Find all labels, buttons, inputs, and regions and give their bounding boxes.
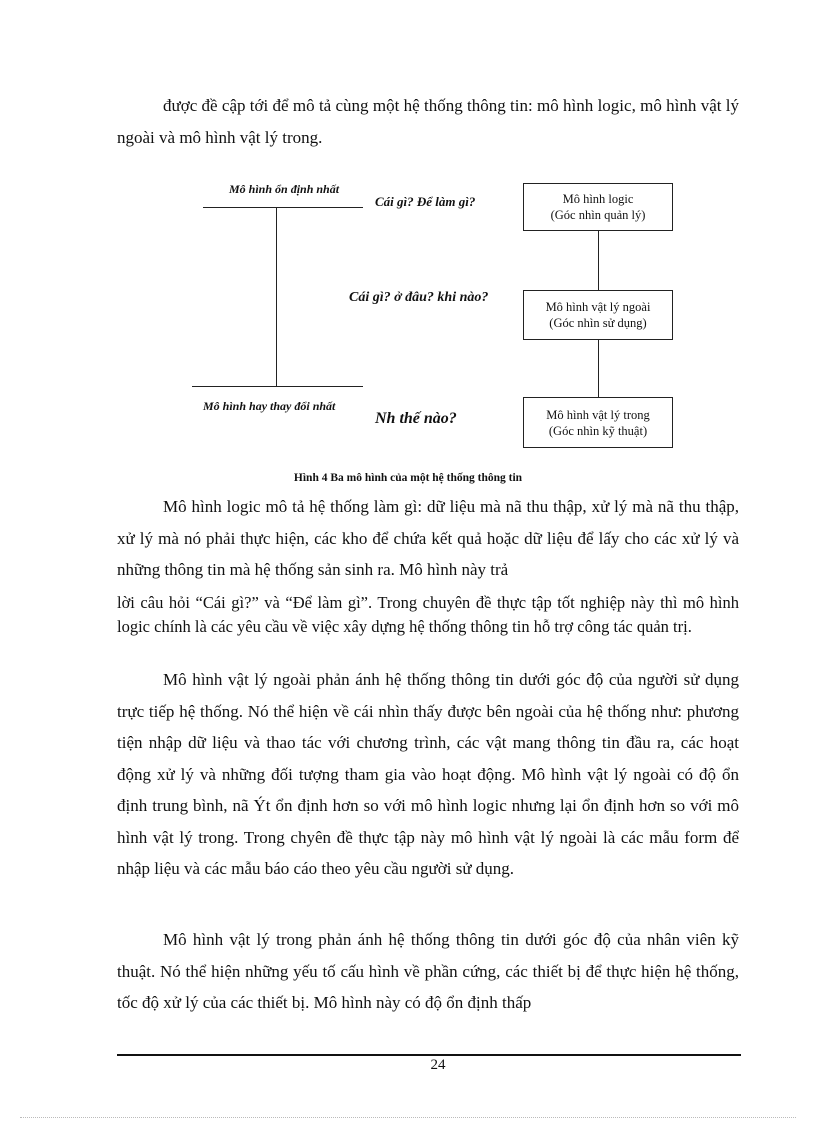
paragraph-intro: được đề cập tới để mô tả cùng một hệ thống thông tin: mô hình logic, mô hình vật lý ngoài và mô hình vật lý trong.: [117, 96, 739, 147]
top-divider-line: [203, 207, 363, 208]
page-number: 24: [430, 1057, 446, 1073]
changing-model-label: Mô hình hay thay đổi nhất: [203, 399, 336, 413]
question-how: Nh thế nào?: [375, 410, 457, 427]
page-bottom-border: [20, 1117, 796, 1118]
connector-line-2: [598, 340, 599, 397]
logic-model-title: Mô hình logic: [562, 192, 634, 206]
paragraph-internal-physical-model: Mô hình vật lý trong phản ánh hệ thống thông tin dưới góc độ của nhân viên kỹ thuật. Nó thể hiện những yếu tố cấu hình về phần cứng, các thiết bị để thực hiện hệ thống, tốc độ xử lý của các thiết bị. Mô hình này có độ ổn định thấp: [117, 930, 739, 1012]
internal-physical-model-title: Mô hình vật lý trong: [546, 407, 650, 422]
paragraph-logic-model-a: Mô hình logic mô tả hệ thống làm gì: dữ liệu mà nã thu thập, xử lý mà nã thu thập, xử lý mà nó phải thực hiện, các kho để chứa kết quả hoặc dữ liệu để lấy cho các xử lý và những thông tin mà hệ thống sản sinh ra. Mô hình này trả: [117, 497, 739, 579]
external-physical-model-title: Mô hình vật lý ngoài: [545, 300, 651, 314]
stability-axis-line: [276, 207, 277, 386]
question-what-why: Cái gì? Để làm gì?: [375, 194, 476, 209]
stable-model-label: Mô hình ổn định nhất: [229, 182, 340, 196]
logic-model-box: [523, 183, 673, 231]
question-what-where-when: Cái gì? ở đâu? khi nào?: [349, 290, 489, 305]
logic-model-view: (Góc nhìn quản lý): [550, 208, 646, 222]
external-physical-model-view: (Góc nhìn sử dụng): [549, 316, 647, 330]
paragraph-logic-model-b: lời câu hỏi “Cái gì?” và “Để làm gì”. Trong chuyên đề thực tập tốt nghiệp này thì mô hình logic chính là các yêu cầu về việc xây dựng hệ thống thông tin hỗ trợ công tác quản trị.: [117, 593, 739, 636]
internal-physical-model-box: [523, 397, 673, 448]
figure-caption: Hình 4 Ba mô hình của một hệ thống thông tin: [293, 472, 523, 484]
paragraph-external-physical-model: Mô hình vật lý ngoài phản ánh hệ thống thông tin dưới góc độ của người sử dụng trực tiếp hệ thống. Nó thể hiện về cái nhìn thấy được bên ngoài của hệ thống như: phương tiện nhập dữ liệu và thao tác với chương trình, các vật mang thông tin đầu ra, các hoạt động xử lý và những đối tượng tham gia vào hoạt động. Mô hình vật lý ngoài có độ ổn định trung bình, nã Ýt ổn định hơn so với mô hình logic nhưng lại ổn định hơn so với mô hình vật lý trong. Trong chyên đề thực tập này mô hình vật lý ngoài là các mẫu form để nhập liệu và các mẫu báo cáo theo yêu cầu người sử dụng.: [117, 670, 739, 878]
footer-divider: [117, 1054, 741, 1056]
internal-physical-model-view: (Góc nhìn kỹ thuật): [548, 423, 648, 438]
bottom-divider-line: [192, 386, 363, 387]
three-models-diagram: [0, 160, 816, 470]
connector-line-1: [598, 231, 599, 290]
external-physical-model-box: [523, 290, 673, 340]
